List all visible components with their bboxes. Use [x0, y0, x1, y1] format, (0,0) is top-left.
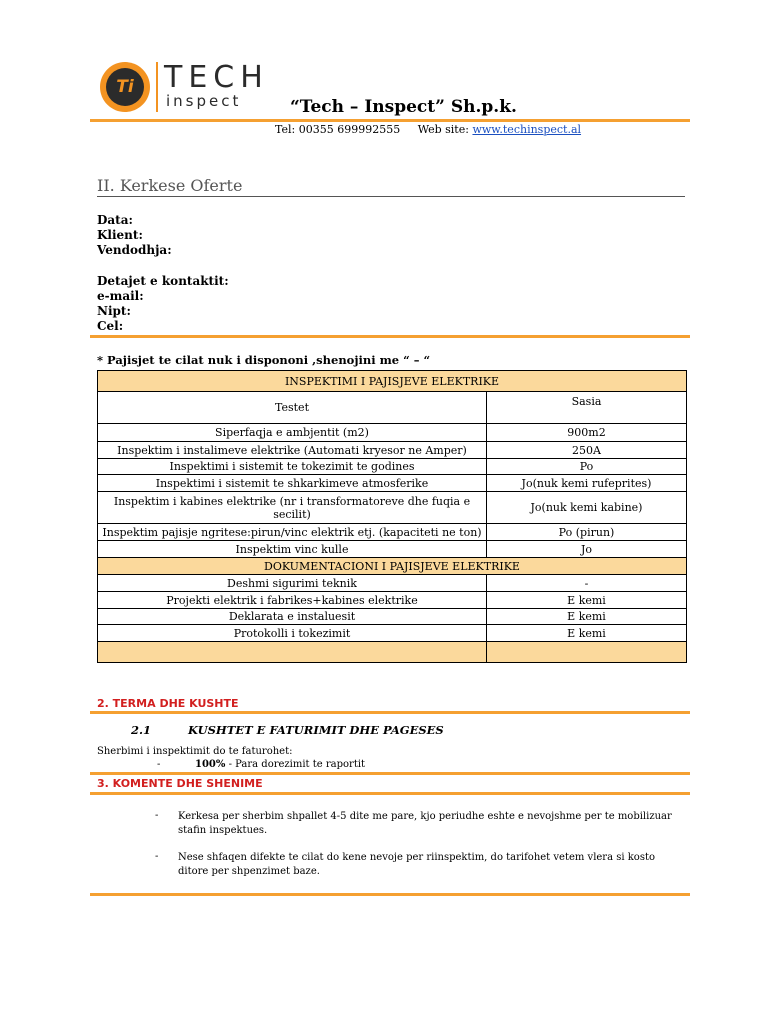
company-name: “Tech – Inspect” Sh.p.k. — [290, 97, 517, 117]
empty-cell — [487, 642, 687, 663]
section-title-underline — [97, 196, 685, 197]
field-cel-label: Cel: — [97, 319, 124, 333]
table-row — [98, 424, 687, 442]
table-row — [98, 625, 687, 642]
row-value: Jo — [487, 541, 687, 558]
row-value: E kemi — [487, 609, 687, 625]
website-link[interactable]: www.techinspect.al — [472, 123, 582, 136]
terms-bottom-divider — [90, 772, 690, 775]
field-location-label: Vendodhja: — [97, 243, 172, 257]
row-test: Inspektim i instalimeve elektrike (Automati kryesor ne Amper) — [98, 442, 487, 459]
tel-text: Tel: 00355 699992555 — [275, 123, 401, 136]
terms-bullet-text: - Para dorezimit te raportit — [225, 759, 366, 770]
row-test: Inspektimi i sistemit te tokezimit te godines — [98, 459, 487, 475]
row-test: Siperfaqja e ambjentit (m2) — [98, 424, 487, 442]
table-section-header: INSPEKTIMI I PAJISJEVE ELEKTRIKE — [98, 371, 687, 392]
row-value: - — [487, 575, 687, 592]
section-title: II. Kerkese Oferte — [97, 176, 243, 195]
row-value: Po — [487, 459, 687, 475]
terms-heading: 2. TERMA DHE KUSHTE — [97, 697, 239, 710]
comment-dash: - — [155, 810, 159, 821]
table-row-empty — [98, 642, 687, 663]
column-header-tests: Testet — [98, 392, 487, 424]
contact-line — [275, 123, 581, 136]
logo-word-inspect: inspect — [166, 92, 242, 110]
table-row — [98, 609, 687, 625]
terms-divider — [90, 711, 690, 714]
row-test: Inspektim i kabines elektrike (nr i transformatoreve dhe fuqia e secilit) — [98, 492, 487, 524]
field-contact-label: Detajet e kontaktit: — [97, 274, 229, 288]
terms-sub-number: 2.1 — [131, 723, 152, 737]
comments-divider — [90, 792, 690, 795]
row-test: Protokolli i tokezimit — [98, 625, 487, 642]
table-row — [98, 492, 687, 524]
table-row — [98, 524, 687, 541]
comments-heading: 3. KOMENTE DHE SHENIME — [97, 777, 263, 790]
terms-intro: Sherbimi i inspektimit do te faturohet: — [97, 746, 293, 757]
table-row — [98, 575, 687, 592]
comment-item-1: Kerkesa per sherbim shpallet 4-5 dite me pare, kjo periudhe eshte e nevojshme per te mobilizuar stafin inspektues. — [178, 811, 672, 836]
field-email-label: e-mail: — [97, 289, 144, 303]
field-nipt-label: Nipt: — [97, 304, 131, 318]
row-test: Projekti elektrik i fabrikes+kabines elektrike — [98, 592, 487, 609]
row-value: Po (pirun) — [487, 524, 687, 541]
row-value: Jo(nuk kemi rufeprites) — [487, 475, 687, 492]
web-label: Web site: — [417, 123, 469, 136]
column-header-quantity: Sasia — [487, 392, 687, 424]
note-text: * Pajisjet te cilat nuk i dispononi ,shenojini me “ – “ — [97, 353, 431, 367]
table-section-header: DOKUMENTACIONI I PAJISJEVE ELEKTRIKE — [98, 558, 687, 575]
comment-item-2: Nese shfaqen difekte te cilat do kene nevoje per riinspektim, do tarifohet vetem vlera si kosto ditore per shpenzimet baze. — [178, 852, 655, 877]
logo-mark — [100, 62, 150, 112]
table-row — [98, 475, 687, 492]
field-date-label: Data: — [97, 213, 133, 227]
terms-sub-title: KUSHTET E FATURIMIT DHE PAGESES — [188, 723, 444, 737]
row-test: Inspektim pajisje ngritese:pirun/vinc elektrik etj. (kapaciteti ne ton) — [98, 524, 487, 541]
table-row — [98, 541, 687, 558]
fields-basic — [97, 213, 172, 258]
row-value: E kemi — [487, 625, 687, 642]
table-row — [98, 459, 687, 475]
header-divider — [90, 119, 690, 122]
terms-bullet — [195, 759, 365, 770]
terms-bullet-percent: 100% — [195, 759, 226, 770]
row-value: 250A — [487, 442, 687, 459]
row-test: Deshmi sigurimi teknik — [98, 575, 487, 592]
empty-cell — [98, 642, 487, 663]
terms-bullet-dash: - — [157, 759, 161, 770]
row-test: Inspektimi i sistemit te shkarkimeve atmosferike — [98, 475, 487, 492]
row-test: Inspektim vinc kulle — [98, 541, 487, 558]
footer-divider — [90, 893, 690, 896]
comment-dash: - — [155, 851, 159, 862]
logo-word-tech: TECH — [164, 60, 269, 95]
row-value: 900m2 — [487, 424, 687, 442]
field-client-label: Klient: — [97, 228, 143, 242]
logo-mark-text: Ti — [116, 77, 134, 97]
table-row — [98, 592, 687, 609]
inspection-table — [97, 370, 687, 663]
logo-separator — [156, 62, 158, 112]
row-value: Jo(nuk kemi kabine) — [487, 492, 687, 524]
row-value: E kemi — [487, 592, 687, 609]
fields-contact — [97, 274, 229, 334]
contact-divider — [90, 335, 690, 338]
row-test: Deklarata e instaluesit — [98, 609, 487, 625]
table-row — [98, 442, 687, 459]
